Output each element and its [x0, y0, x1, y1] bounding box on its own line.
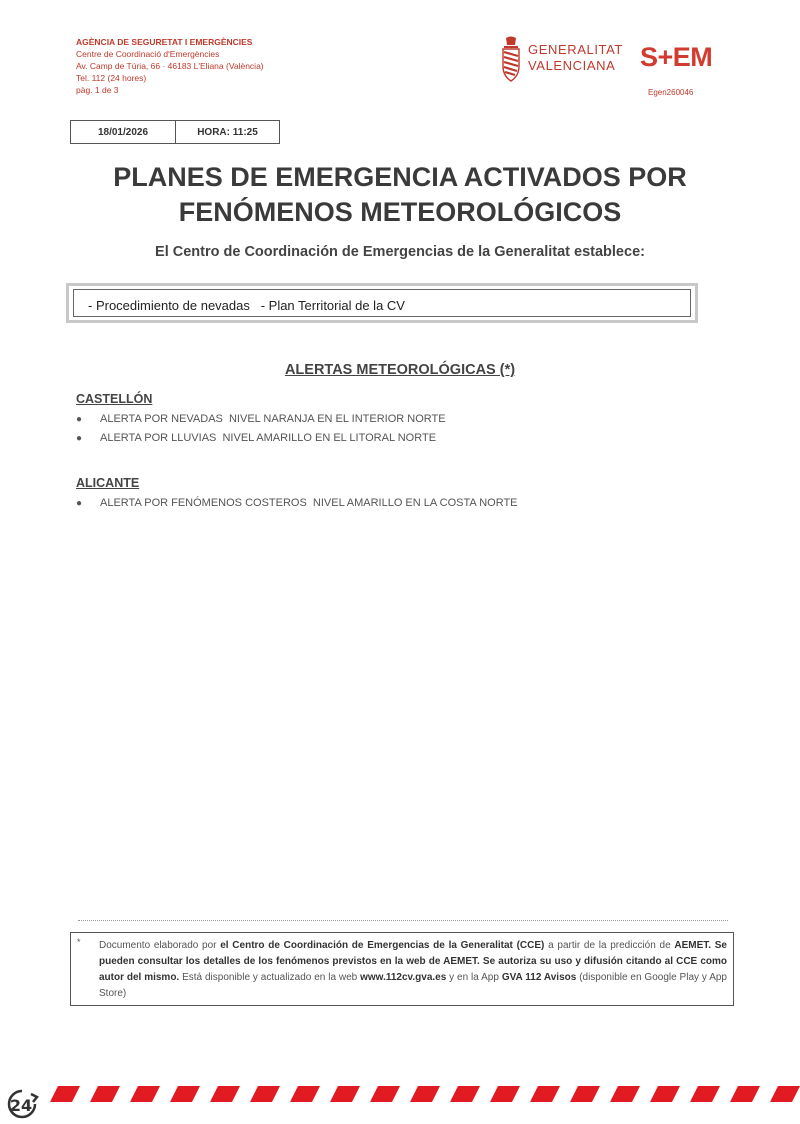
footnote-box [70, 932, 734, 1006]
list-item [76, 429, 446, 448]
date-value: 18/01/2026 [71, 121, 176, 143]
stripe-dash [290, 1086, 320, 1102]
generalitat-logo-text: VALENCIANA [528, 58, 616, 73]
stripe-dash [250, 1086, 280, 1102]
agency-header [76, 36, 264, 96]
agency-line: Tel. 112 (24 hores) [76, 73, 147, 83]
badge-number: 24 [9, 1096, 33, 1115]
list-item [76, 494, 518, 513]
page-number: pàg. 1 de 3 [76, 85, 119, 95]
page-title [0, 160, 800, 230]
stripe-dash [90, 1086, 120, 1102]
time-value: HORA: 11:25 [197, 126, 258, 138]
region-heading-alicante: ALICANTE [76, 476, 140, 490]
stripe-dash [170, 1086, 200, 1102]
alert-text: ALERTA POR NEVADAS NIVEL NARANJA EN EL INTERIOR NORTE [100, 413, 446, 425]
alert-text: ALERTA POR LLUVIAS NIVEL AMARILLO EN EL LITORAL NORTE [100, 432, 437, 444]
generalitat-logo [500, 36, 624, 84]
list-item [76, 410, 446, 429]
site-badge [4, 1088, 40, 1120]
region-heading-castellon: CASTELLÓN [76, 392, 153, 406]
footnote-text [99, 938, 727, 1002]
alert-list-castellon [76, 410, 446, 448]
footnote-app-name: GVA 112 Avisos [501, 972, 577, 983]
agency-line: Av. Camp de Túria, 66 · 46183 L'Eliana (València) [76, 61, 264, 71]
date-time-box [70, 120, 280, 144]
page-subtitle: El Centro de Coordinación de Emergencias de la Generalitat establece: [155, 244, 645, 260]
agency-name: AGÈNCIA DE SEGURETAT I EMERGÈNCIES [76, 37, 253, 47]
agency-line: Centre de Coordinació d'Emergències [76, 49, 220, 59]
stripe-dash [610, 1086, 640, 1102]
stripe-dash [690, 1086, 720, 1102]
activated-plans-text: - Procedimiento de nevadas - Plan Territorial de la CV [88, 298, 405, 313]
stripe-dash [770, 1086, 800, 1102]
stripe-dash [530, 1086, 560, 1102]
footnote-part: el Centro de Coordinación de Emergencias de la Generalitat (CCE) [220, 940, 545, 951]
red-stripe-border [0, 1082, 800, 1106]
bullet-icon: ● [76, 414, 83, 425]
bullet-icon: ● [76, 433, 83, 444]
alerts-heading: ALERTAS METEOROLÓGICAS (*) [284, 362, 516, 378]
generalitat-logo-text: GENERALITAT [528, 42, 623, 57]
activated-plans-inner [73, 289, 691, 317]
footnote-web-link: www.112cv.gva.es [360, 972, 447, 983]
stripe-dash [330, 1086, 360, 1102]
stripe-dash [650, 1086, 680, 1102]
footnote-part: (disponible en Google Play y App Store) [99, 972, 727, 999]
footnote-part: Documento elaborado por [99, 940, 221, 951]
alert-list-alicante [76, 494, 518, 513]
footnote-part: Está disponible y actualizado en la web [179, 972, 361, 983]
stripe-dash [410, 1086, 440, 1102]
page-title-line: PLANES DE EMERGENCIA ACTIVADOS POR [113, 162, 687, 192]
stripe-dashes [50, 1086, 800, 1102]
footnote-part: a partir de la predicción de [544, 940, 675, 951]
stripe-dash [50, 1086, 80, 1102]
page-title-line: FENÓMENOS METEOROLÓGICOS [178, 197, 622, 227]
footnote-marker: * [77, 937, 81, 947]
footnote-part: y en la App [446, 972, 502, 983]
stripe-dash [130, 1086, 160, 1102]
bullet-icon: ● [76, 498, 83, 509]
separator-line [78, 920, 728, 921]
activated-plans-box [66, 283, 698, 323]
stripe-dash [210, 1086, 240, 1102]
document-id: Egen260046 [648, 88, 694, 97]
stripe-dash [490, 1086, 520, 1102]
alert-text: ALERTA POR FENÓMENOS COSTEROS NIVEL AMARILLO EN LA COSTA NORTE [100, 497, 518, 509]
stripe-dash [570, 1086, 600, 1102]
stripe-dash [370, 1086, 400, 1102]
sem-logo: S+EM [640, 42, 713, 72]
footnote-part: AEMET. Se pueden consultar los detalles de los fenómenos previstos en la web de AEMET. Se autoriza su uso y difusión citando al CCE como autor del mismo. [99, 940, 727, 983]
stripe-dash [450, 1086, 480, 1102]
stripe-dash [730, 1086, 760, 1102]
generalitat-crest-icon [500, 36, 522, 82]
